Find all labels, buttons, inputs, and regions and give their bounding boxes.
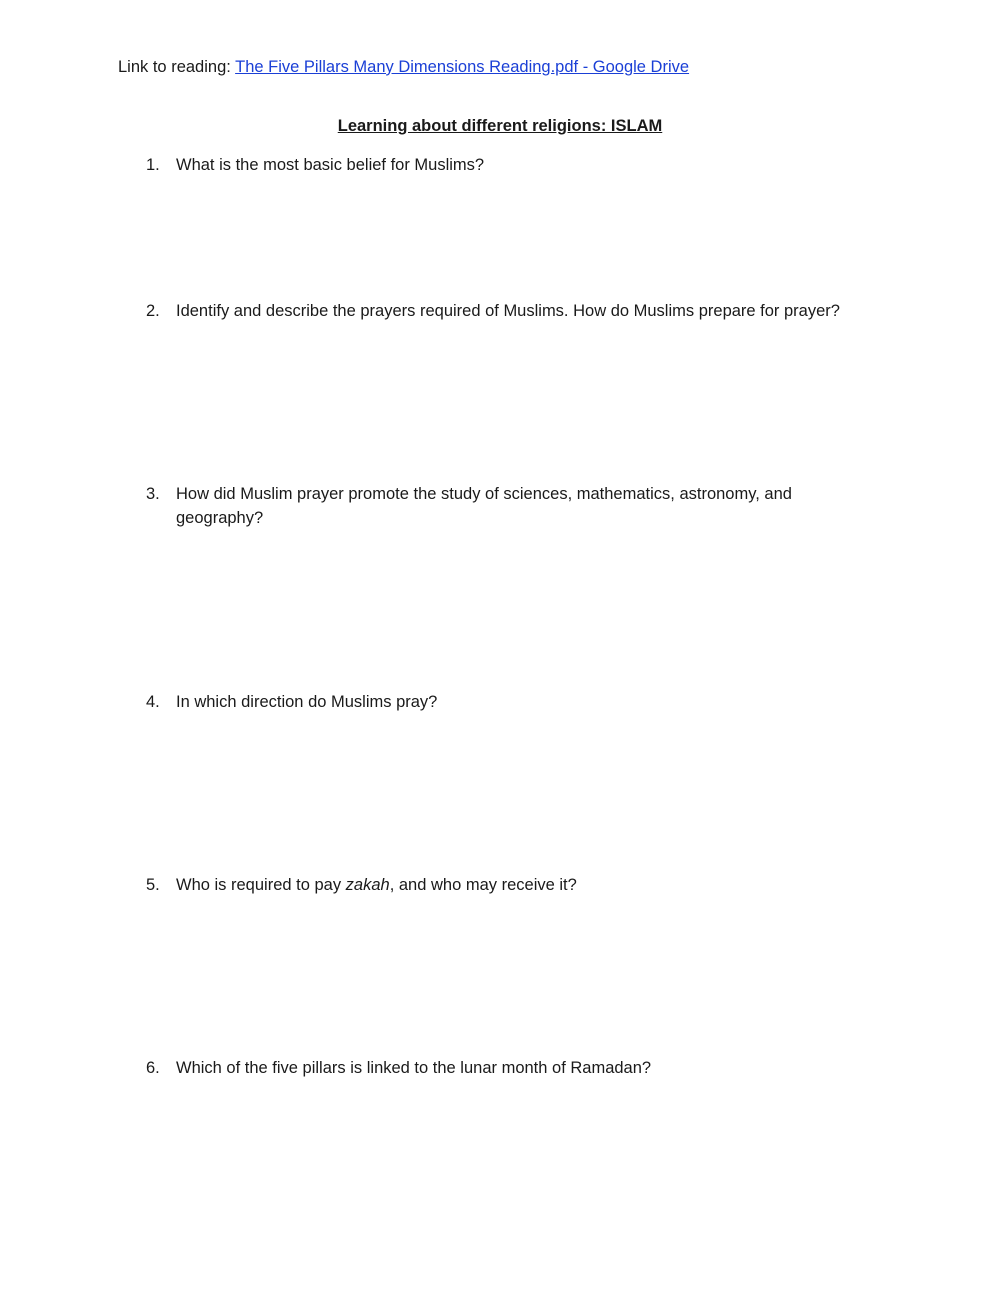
- question-2: [146, 299, 866, 323]
- question-number: 3.: [146, 485, 160, 503]
- question-number: 4.: [146, 693, 160, 711]
- question-3: [146, 482, 866, 530]
- question-number: 5.: [146, 876, 160, 894]
- question-text-italic: zakah: [345, 876, 390, 894]
- question-text: What is the most basic belief for Muslims?: [176, 156, 485, 174]
- page-title: Learning about different religions: ISLAM: [337, 117, 663, 135]
- question-number: 2.: [146, 302, 160, 320]
- question-text: Which of the five pillars is linked to the lunar month of Ramadan?: [176, 1059, 652, 1077]
- question-text: [176, 873, 866, 897]
- question-number: 1.: [146, 156, 160, 174]
- question-text-before: Who is required to pay: [176, 876, 346, 894]
- question-4: [146, 690, 866, 714]
- reading-link-line: [118, 58, 689, 77]
- question-1: [146, 153, 866, 177]
- question-number: 6.: [146, 1059, 160, 1077]
- question-5: [146, 873, 866, 897]
- question-text: How did Muslim prayer promote the study of sciences, mathematics, astronomy, and geography?: [176, 485, 792, 527]
- question-text-after: , and who may receive it?: [389, 876, 577, 894]
- question-text: In which direction do Muslims pray?: [176, 693, 438, 711]
- link-prefix: Link to reading:: [118, 58, 236, 76]
- question-text: Identify and describe the prayers required of Muslims. How do Muslims prepare for prayer?: [176, 302, 840, 320]
- reading-link[interactable]: The Five Pillars Many Dimensions Reading.pdf - Google Drive: [235, 58, 690, 76]
- question-6: [146, 1056, 866, 1080]
